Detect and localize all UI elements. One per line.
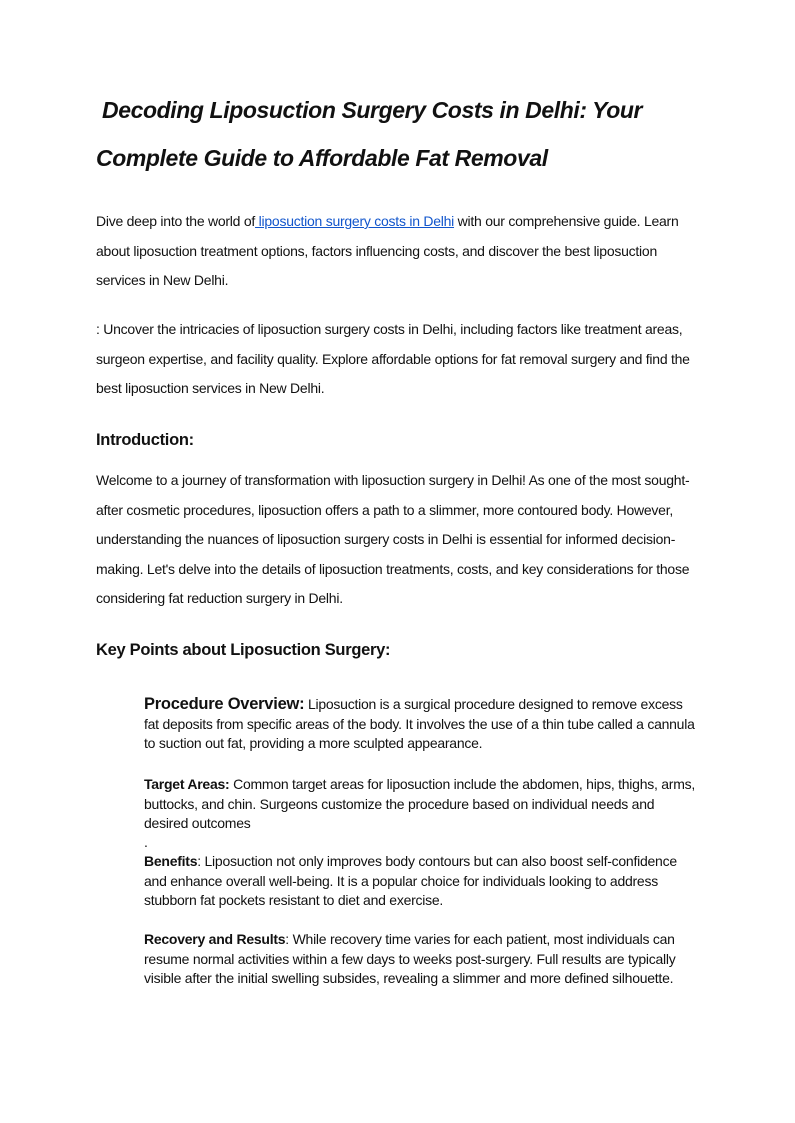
key-point-text: : While recovery time varies for each patient, most individuals can resume normal activities within a few days to weeks post-surgery. Full results are typically visible after the initial swelling subsides, revealing a slimmer and more defined silhouette. <box>144 931 676 987</box>
introduction-body: Welcome to a journey of transformation with liposuction surgery in Delhi! As one of the most sought-after cosmetic procedures, liposuction offers a path to a slimmer, more contoured body. However, understanding the nuances of liposuction surgery costs in Delhi is essential for informed decision-making. Let's delve into the details of liposuction treatments, costs, and key considerations for those considering fat reduction surgery in Delhi. <box>96 472 690 606</box>
liposuction-costs-link[interactable]: liposuction surgery costs in Delhi <box>255 213 455 229</box>
key-point-recovery-results <box>144 930 700 989</box>
introduction-heading: Introduction: <box>96 431 194 449</box>
intro-text-after: with our comprehensive guide. Learn about liposuction treatment options, factors influencing costs, and discover the best liposuction services in New Delhi. <box>96 213 679 288</box>
key-point-label: Procedure Overview: <box>144 695 305 713</box>
key-point-benefits <box>144 852 700 911</box>
intro-paragraph <box>96 207 701 296</box>
key-point-label: Target Areas: <box>144 776 230 792</box>
key-point-target-areas <box>144 775 700 834</box>
key-point-text: : Liposuction not only improves body contours but can also boost self-confidence and enhance overall well-being. It is a popular choice for individuals looking to address stubborn fat pockets resistant to diet and exercise. <box>144 853 677 909</box>
summary-paragraph: : Uncover the intricacies of liposuction surgery costs in Delhi, including factors like treatment areas, surgeon expertise, and facility quality. Explore affordable options for fat removal surgery and find the best liposuction services in New Delhi. <box>96 321 690 396</box>
page-title <box>96 86 701 182</box>
key-points-heading: Key Points about Liposuction Surgery: <box>96 641 391 659</box>
key-point-label: Benefits <box>144 853 198 869</box>
key-point-label: Recovery and Results <box>144 931 286 947</box>
key-point-text: Liposuction is a surgical procedure designed to remove excess fat deposits from specific areas of the body. It involves the use of a thin tube called a cannula to suction out fat, providing a more sculpted appearance. <box>144 696 695 752</box>
key-point-text: Common target areas for liposuction include the abdomen, hips, thighs, arms, buttocks, and chin. Surgeons customize the procedure based on individual needs and desired outcomes <box>144 776 696 832</box>
intro-text-before: Dive deep into the world of <box>96 213 256 229</box>
key-point-procedure-overview <box>144 695 700 754</box>
title-line-2: Complete Guide to Affordable Fat Removal <box>96 145 548 171</box>
title-line-1: Decoding Liposuction Surgery Costs in Delhi: Your <box>96 97 643 123</box>
stray-period: . <box>144 834 148 850</box>
